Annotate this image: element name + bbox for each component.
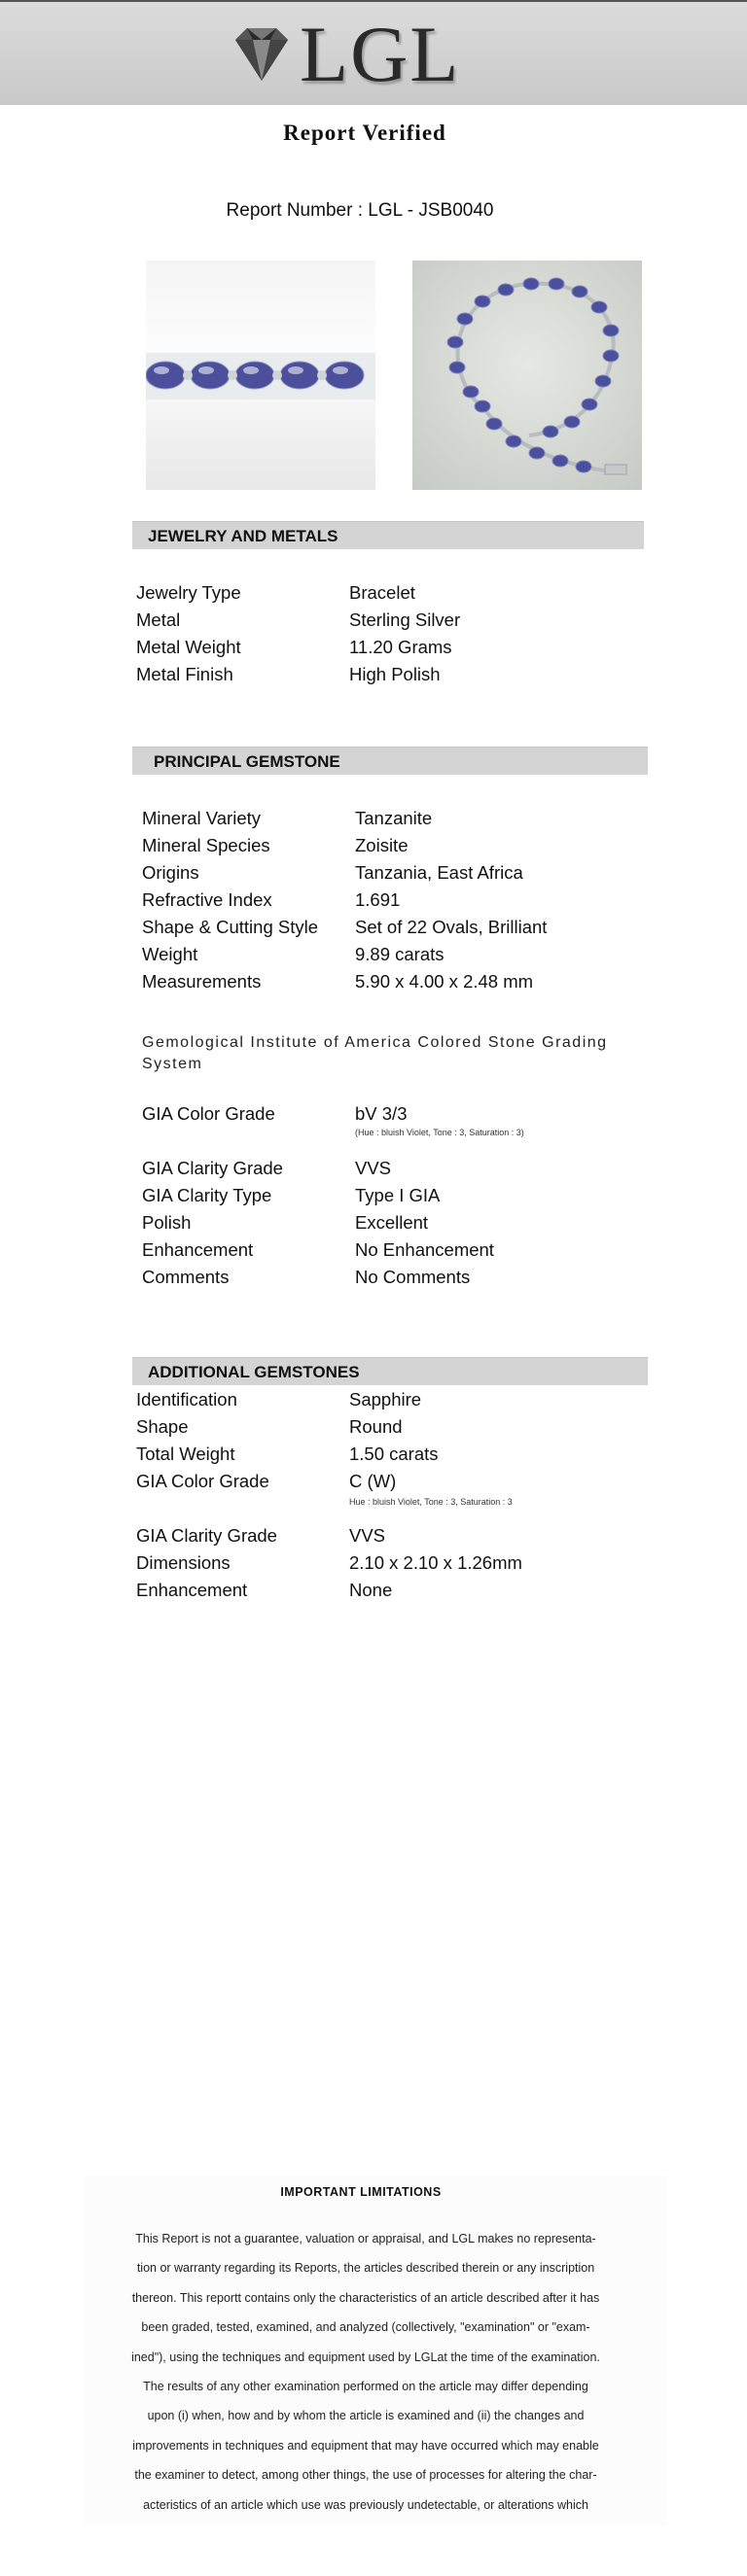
row-value: bV 3/3	[355, 1103, 408, 1124]
row-label: Mineral Variety	[142, 808, 262, 828]
row-label: Weight	[142, 944, 198, 964]
lgl-logo[interactable]	[230, 10, 461, 98]
row-value: Tanzanite	[355, 808, 433, 828]
row-value: C (W)	[349, 1471, 397, 1491]
row-label: GIA Color Grade	[136, 1471, 269, 1491]
row-value: 9.89 carats	[355, 944, 445, 964]
section-additional-gemstones: ADDITIONAL GEMSTONES	[132, 1357, 648, 1385]
limitations-line: ined"), using the techniques and equipment used by LGLat the time of the examination.	[131, 2350, 600, 2364]
report-number: Report Number : LGL - JSB0040	[226, 200, 494, 221]
important-limitations	[84, 2176, 667, 2525]
row-value: Zoisite	[355, 835, 409, 855]
row-label: Shape & Cutting Style	[142, 917, 318, 937]
limitations-line: tion or warranty regarding its Reports, the articles described therein or any inscription	[136, 2261, 595, 2276]
bracelet-full-photo	[412, 261, 642, 490]
row-value: Bracelet	[349, 582, 415, 603]
row-value: 2.10 x 2.10 x 1.26mm	[349, 1552, 522, 1573]
section-jewelry-metals: JEWELRY AND METALS	[132, 521, 644, 549]
row-label: Dimensions	[136, 1552, 231, 1573]
additional-color-note: Hue : bluish Violet, Tone : 3, Saturation : 3	[349, 1497, 513, 1507]
limitations-body	[103, 2224, 628, 2520]
header-banner	[0, 0, 747, 105]
limitations-line: improvements in techniques and equipment that may have occurred which may enable	[132, 2438, 599, 2453]
section-principal-gemstone: PRINCIPAL GEMSTONE	[132, 747, 648, 775]
row-label: Identification	[136, 1389, 237, 1410]
row-value: Tanzania, East Africa	[355, 862, 523, 883]
row-label: Shape	[136, 1416, 189, 1437]
row-label: Metal Finish	[136, 664, 233, 684]
page-title: Report Verified	[283, 121, 446, 145]
row-value: 5.90 x 4.00 x 2.48 mm	[355, 971, 534, 992]
diamond-icon	[230, 24, 294, 85]
row-label: Mineral Species	[142, 835, 270, 855]
limitations-line: been graded, tested, examined, and analyzed (collectively, "examination" or "exam-	[141, 2320, 590, 2335]
row-label: Total Weight	[136, 1444, 235, 1464]
row-label: Comments	[142, 1267, 230, 1287]
row-value: VVS	[349, 1525, 386, 1546]
bracelet-closeup-photo	[146, 261, 375, 490]
row-value: 1.691	[355, 889, 401, 910]
row-label: GIA Clarity Grade	[136, 1525, 277, 1546]
logo-text: LGL	[300, 10, 461, 98]
row-value: 11.20 Grams	[349, 637, 452, 657]
row-value: Set of 22 Ovals, Brilliant	[355, 917, 548, 937]
row-label: Metal	[136, 609, 181, 630]
row-value: None	[349, 1580, 393, 1600]
row-label: Enhancement	[136, 1580, 248, 1600]
row-label: Origins	[142, 862, 199, 883]
row-label: GIA Color Grade	[142, 1103, 275, 1124]
row-label: Metal Weight	[136, 637, 241, 657]
row-label: Enhancement	[142, 1239, 254, 1260]
row-label: GIA Clarity Type	[142, 1185, 272, 1205]
row-label: Jewelry Type	[136, 582, 241, 603]
row-value: No Enhancement	[355, 1239, 494, 1260]
row-label: Refractive Index	[142, 889, 272, 910]
limitations-line: the examiner to detect, among other things, the use of processes for altering the char-	[134, 2468, 597, 2483]
row-value: 1.50 carats	[349, 1444, 439, 1464]
row-label: Polish	[142, 1212, 192, 1233]
limitations-title: IMPORTANT LIMITATIONS	[280, 2185, 442, 2199]
row-label: Measurements	[142, 971, 262, 992]
limitations-line: This Report is not a guarantee, valuation or appraisal, and LGL makes no representa-	[135, 2232, 596, 2245]
row-value: Round	[349, 1416, 403, 1437]
row-value: Sterling Silver	[349, 609, 461, 630]
row-value: High Polish	[349, 664, 441, 684]
row-value: Type I GIA	[355, 1185, 441, 1205]
limitations-line: acteristics of an article which use was previously undetectable, or alterations which	[143, 2497, 588, 2512]
row-value: Excellent	[355, 1212, 429, 1233]
limitations-line: thereon. This reportt contains only the characteristics of an article described after it has	[131, 2290, 600, 2305]
gia-grading-system-title: Gemological Institute of America Colored Stone Grading System	[142, 1034, 608, 1072]
row-value: No Comments	[355, 1267, 471, 1287]
limitations-line: The results of any other examination performed on the article may differ depending	[143, 2380, 588, 2394]
row-value: Sapphire	[349, 1389, 422, 1410]
color-grade-note: (Hue : bluish Violet, Tone : 3, Saturation : 3)	[355, 1128, 524, 1137]
row-value: VVS	[355, 1158, 392, 1178]
row-label: GIA Clarity Grade	[142, 1158, 283, 1178]
limitations-line: upon (i) when, how and by whom the article is examined and (ii) the changes and	[147, 2409, 585, 2423]
